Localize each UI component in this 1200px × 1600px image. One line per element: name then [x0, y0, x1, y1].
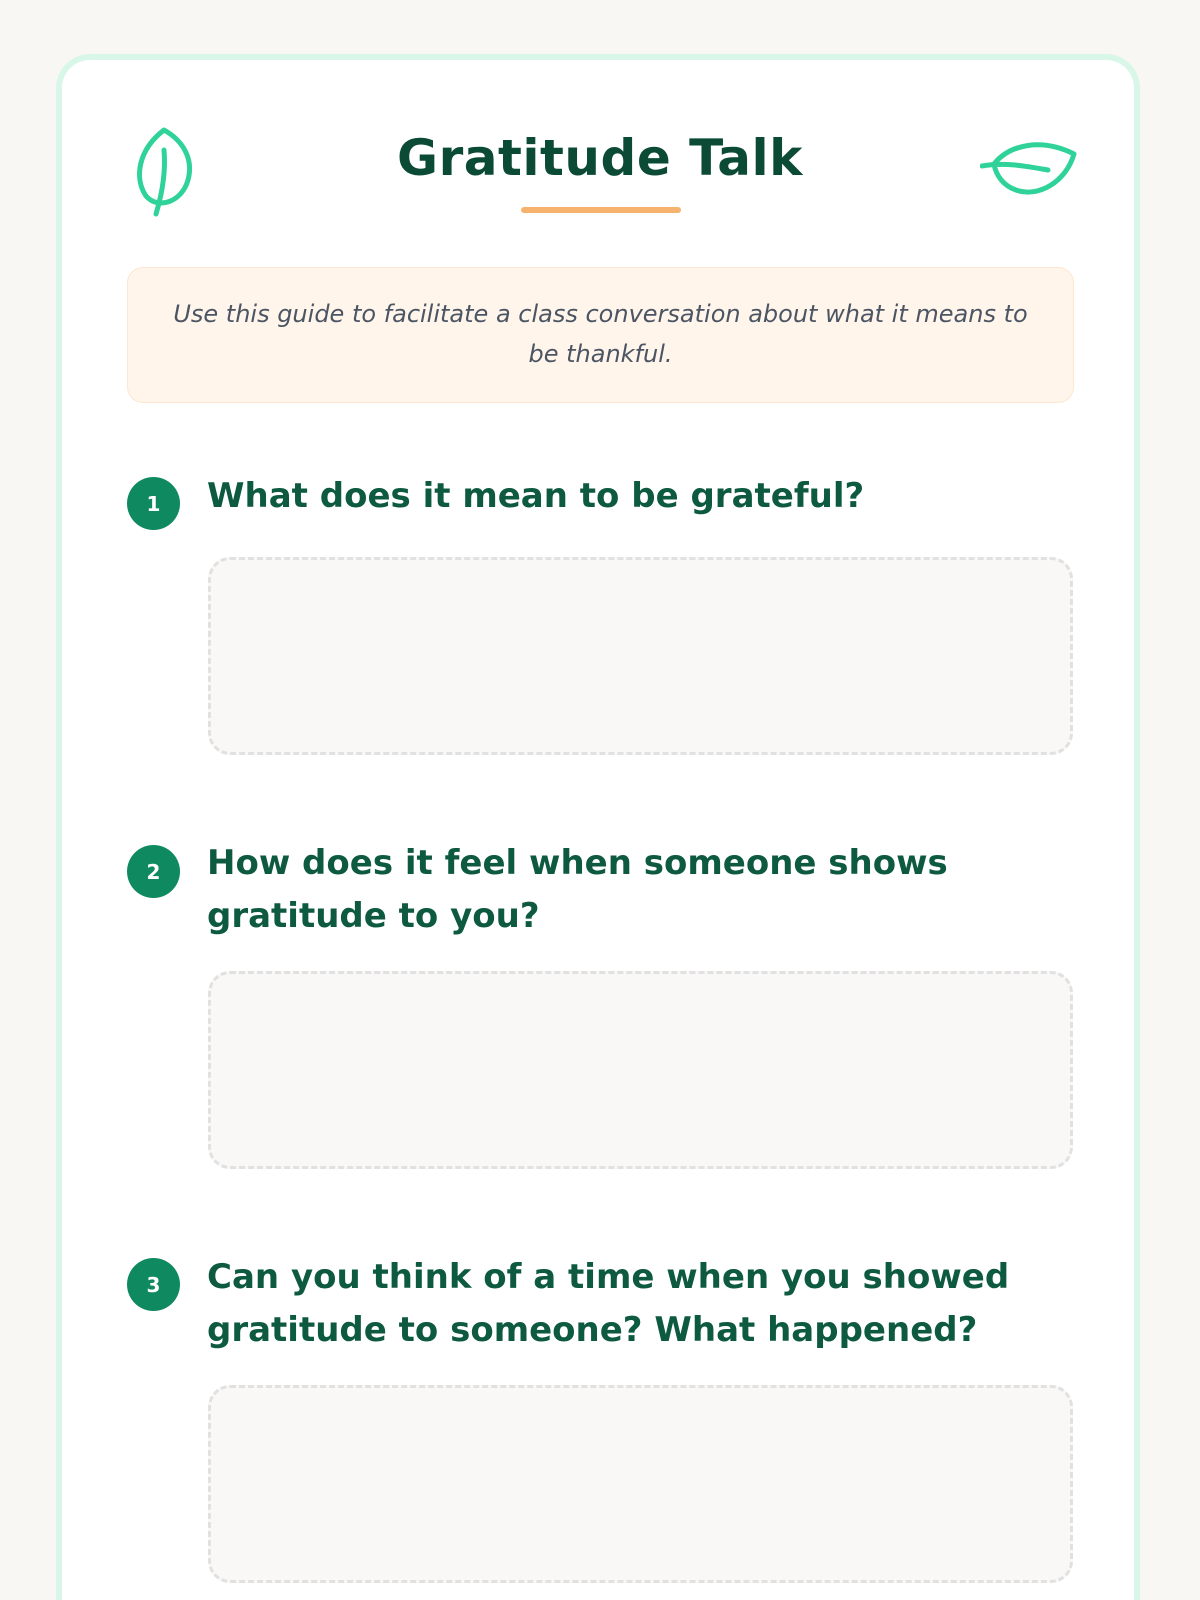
question-number-badge: 2	[127, 845, 180, 898]
question-text: How does it feel when someone shows gratitude to you?	[207, 843, 948, 936]
answer-box[interactable]	[208, 557, 1073, 755]
question-number-badge: 1	[127, 477, 180, 530]
answer-box[interactable]	[208, 1385, 1073, 1583]
question-text: Can you think of a time when you showed gratitude to someone? What happened?	[207, 1257, 1010, 1350]
title-underline	[521, 207, 681, 213]
answer-box[interactable]	[208, 971, 1073, 1169]
question-text: What does it mean to be grateful?	[207, 476, 865, 516]
leaf-icon	[130, 118, 208, 224]
leaf-icon	[980, 128, 1080, 214]
question-number-badge: 3	[127, 1258, 180, 1311]
page-title: Gratitude Talk	[397, 129, 803, 187]
intro-note: Use this guide to facilitate a class conversation about what it means to be thankful.	[127, 267, 1074, 403]
